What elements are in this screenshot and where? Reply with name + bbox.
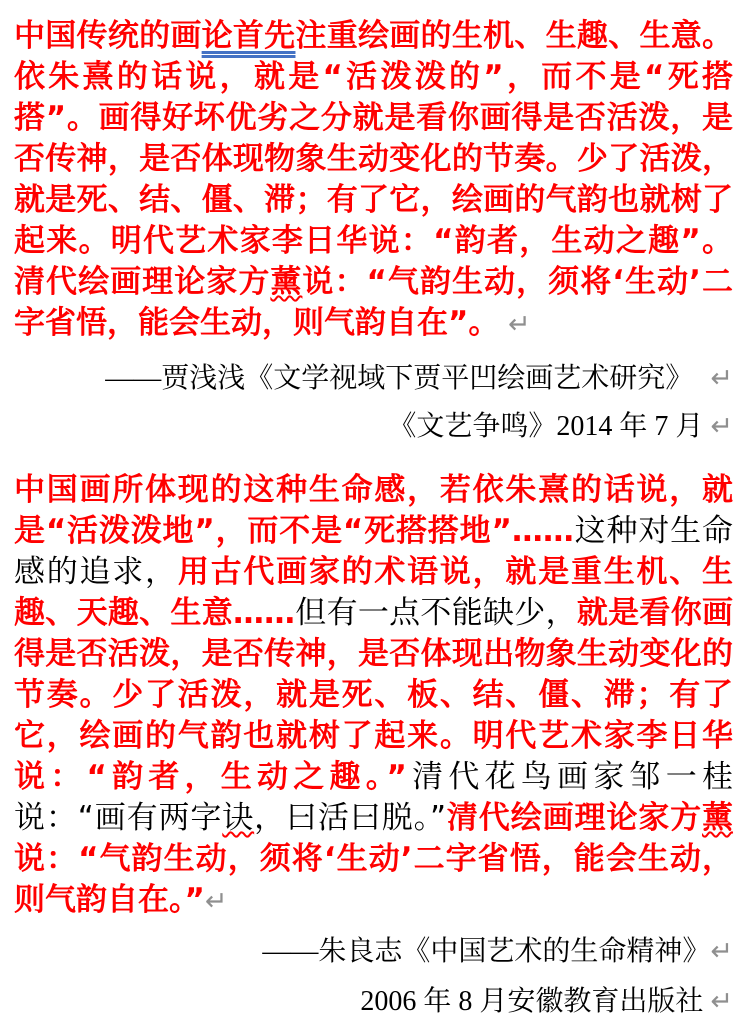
text-run: 注重绘画的生机、生趣、生意。依朱熹的话说，就是“活泼泼的”，而不是“死搭搭”。画得好坏优劣之分就是看你画得是否活泼，是否传神，是否体现物象生动变化的节奏。少了活泼，就是死、结、僵、滞；有了它，绘画的气韵也就树了起来。明代艺术家李日华说：“韵者，生动之趣”。清代绘画理论家方 (14, 18, 734, 300)
text-run: ——贾浅浅《文学视域下贾平凹绘画艺术研究》 (105, 363, 694, 394)
text-run: 用古代画家的术语说，就是重生机、生趣、天趣、生意…… (14, 554, 734, 631)
document-page (14, 16, 733, 1019)
text-run: 中国传统的画 (14, 18, 202, 54)
text-run: 这种对生命感的追求， (14, 513, 733, 590)
text-run: 就是看你画得是否活泼，是否传神，是否体现出物象生动变化的节奏。少了活泼，就是死、板、结、僵、滞；有了它，绘画的气韵也就树了起来。明代艺术家李日华说：“韵者，生动之趣。” (14, 595, 734, 795)
paragraph-quote-1 (14, 16, 733, 345)
paragraph-return-mark: ↵ (693, 363, 733, 394)
text-run: 薰 (270, 264, 303, 300)
text-run: ——朱良志《中国艺术的生命精神》 (262, 936, 711, 967)
paragraph-return-mark: ↵ (710, 986, 733, 1017)
text-run: 薰 (702, 800, 734, 836)
paragraph-quote-2 (14, 470, 733, 922)
text-run: 诀 (222, 800, 255, 836)
attribution-publisher (14, 985, 733, 1019)
paragraph-return-mark: ↵ (710, 936, 733, 967)
text-run: 论首先 (201, 18, 296, 54)
attribution-zhu-liangzhi (14, 935, 733, 969)
text-run: 中国画所体现的这种生命感，若依朱熹的话说，就是“活泼泼地”，而不是“死搭搭地”…… (14, 472, 733, 549)
paragraph-return-mark: ↵ (710, 411, 733, 442)
text-run: 说：“气韵生动，须将‘生动’二字省悟，能会生动，则气韵自在”。 (14, 264, 733, 341)
text-run: 清代花鸟画家邹一桂说：“画有两字 (14, 759, 733, 836)
paragraph-return-mark: ↵ (204, 886, 228, 917)
text-run: 《文艺争鸣》2014 年 7 月 (388, 411, 711, 442)
text-run: 2006 年 8 月安徽教育出版社 (360, 986, 711, 1017)
text-run: 说：“气韵生动，须将‘生动’二字省悟，能会生动，则气韵自在。” (14, 841, 733, 918)
text-run: 但有一点不能缺少， (295, 595, 577, 631)
attribution-wenyi-zhengming (14, 410, 733, 444)
text-run: ，曰活曰脱。” (254, 800, 447, 836)
text-run: 清代绘画理论家方 (446, 800, 703, 836)
paragraph-return-mark: ↵ (499, 309, 531, 340)
attribution-jia-qianqian (14, 362, 733, 396)
